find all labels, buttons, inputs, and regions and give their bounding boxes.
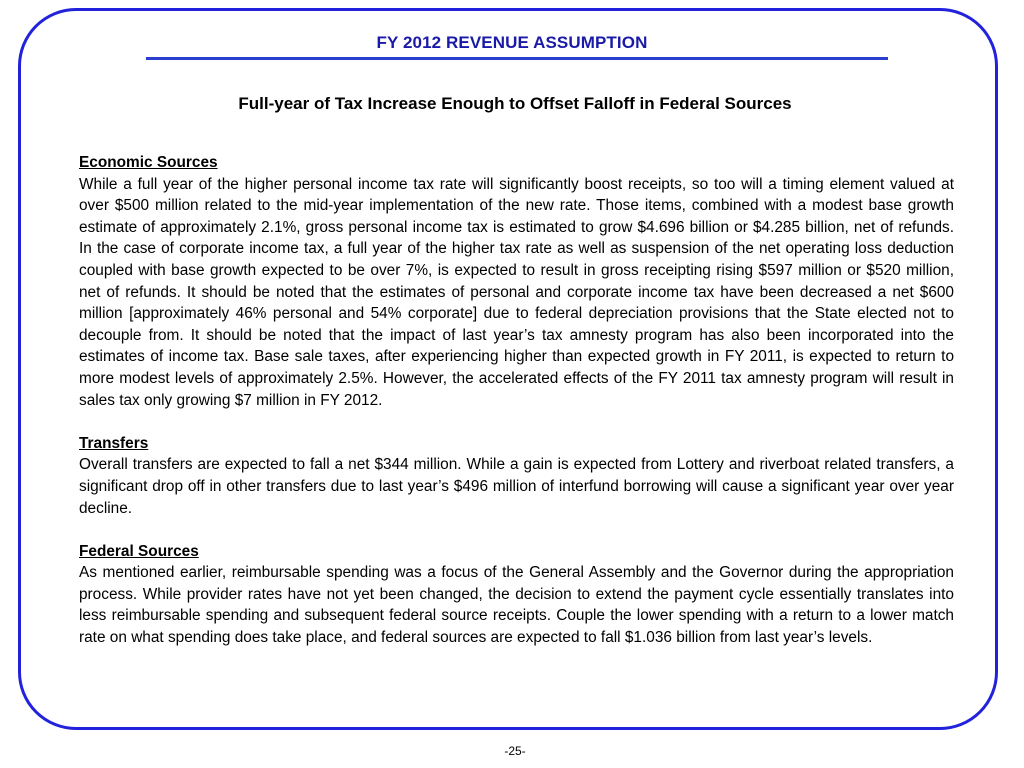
- section-heading: Transfers: [79, 434, 149, 452]
- content-area: [79, 152, 954, 649]
- section-heading: Economic Sources: [79, 154, 218, 171]
- title-underline-rule: [146, 57, 888, 60]
- section-federal-sources: [79, 541, 954, 649]
- page-number: -25-: [504, 744, 526, 758]
- page-subtitle: Full-year of Tax Increase Enough to Offset Falloff in Federal Sources: [238, 94, 792, 113]
- section-transfers: [79, 433, 954, 519]
- section-body: As mentioned earlier, reimbursable spending was a focus of the General Assembly and the Governor during the appropriation process. While provider rates have not yet been changed, the decision to extend the payment cycle essentially translates into less reimbursable spending and subsequent federal source receipts. Couple the lower spending with a return to a lower match rate on what spending does take place, and federal sources are expected to fall $1.036 billion from last year’s levels.: [79, 564, 954, 647]
- section-body: Overall transfers are expected to fall a net $344 million. While a gain is expected from Lottery and riverboat related transfers, a significant drop off in other transfers due to last year’s $496 million of interfund borrowing will cause a significant year over year decline.: [79, 456, 954, 517]
- section-body: While a full year of the higher personal income tax rate will significantly boost receipts, so too will a timing element valued at over $500 million related to the mid-year implementation of the new rate. Those items, combined with a modest base growth estimate of approximately 2.1%, gross personal income tax is estimated to grow $4.696 billion or $4.285 billion, net of refunds. In the case of corporate income tax, a full year of the higher tax rate as well as suspension of the net operating loss deduction coupled with base growth expected to be over 7%, is expected to result in gross receipting rising $597 million or $520 million, net of refunds. It should be noted that the estimates of personal and corporate income tax have been decreased a net $600 million [approximately 46% personal and 54% corporate] due to federal depreciation provisions that the State elected not to decouple from. It should be noted that the impact of last year’s tax amnesty program has also been incorporated into the estimates of income tax. Base sale taxes, after experiencing higher than expected growth in FY 2011, is expected to return to more modest levels of approximately 2.5%. However, the accelerated effects of the FY 2011 tax amnesty program will result in sales tax only growing $7 million in FY 2012.: [79, 175, 954, 409]
- section-heading: Federal Sources: [79, 542, 199, 560]
- page-title: FY 2012 REVENUE ASSUMPTION: [376, 33, 648, 52]
- section-economic-sources: [79, 152, 954, 411]
